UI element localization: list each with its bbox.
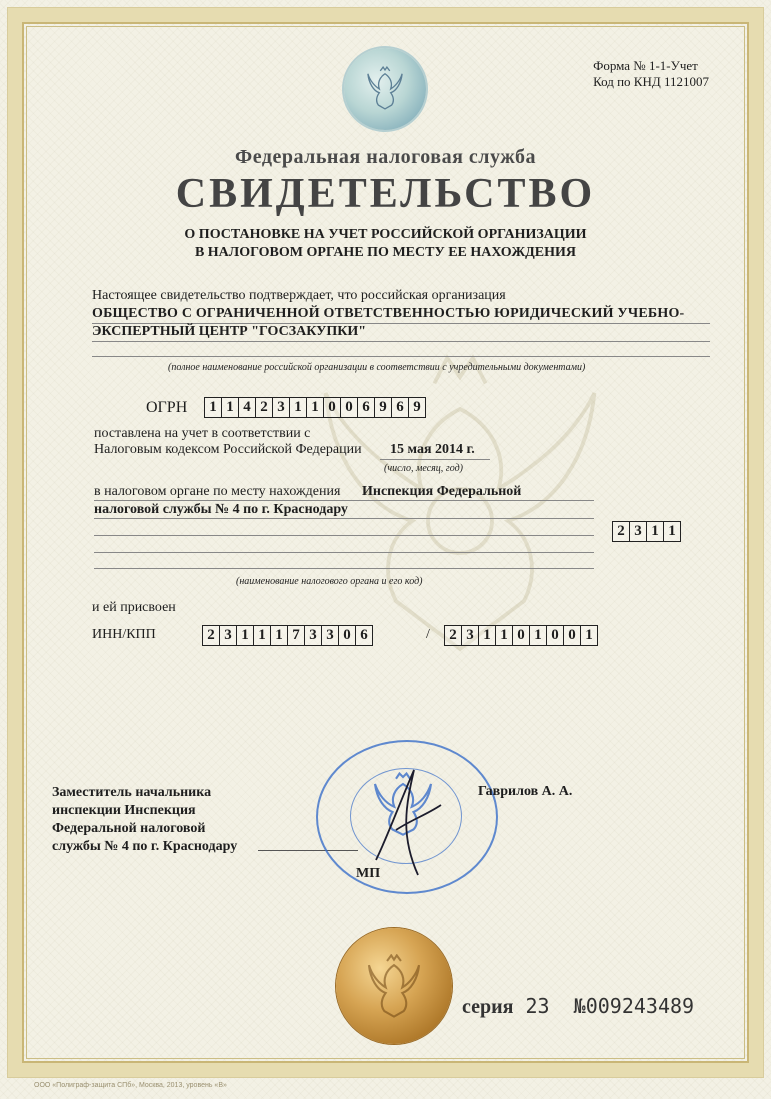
- subtitle-line-2: В НАЛОГОВОМ ОРГАНЕ ПО МЕСТУ ЕЕ НАХОЖДЕНИЯ: [194, 245, 577, 260]
- knd-code: Код по КНД 1121007: [593, 74, 709, 89]
- registered-text-2: Налоговым кодексом Российской Федерации: [94, 442, 362, 457]
- underline: [94, 552, 594, 553]
- inn-digit-cell: 3: [321, 625, 339, 646]
- form-number: Форма № 1-1-Учет: [593, 58, 698, 73]
- inn-digit-cell: 7: [287, 625, 305, 646]
- kpp-digit-cell: 2: [444, 625, 462, 646]
- kpp-cells: [444, 625, 598, 646]
- hologram-eagle-icon: [366, 66, 404, 110]
- ogrn-digit-cell: 1: [289, 397, 307, 418]
- inn-digit-cell: 6: [355, 625, 373, 646]
- kpp-digit-cell: 0: [546, 625, 564, 646]
- inn-digit-cell: 1: [270, 625, 288, 646]
- underline: [94, 518, 594, 519]
- gold-eagle-icon: [366, 954, 422, 1018]
- inn-cells: [202, 625, 373, 646]
- series-value: 23: [525, 994, 550, 1018]
- kpp-digit-cell: 1: [495, 625, 513, 646]
- inn-digit-cell: 3: [219, 625, 237, 646]
- ogrn-digit-cell: 6: [357, 397, 375, 418]
- tax-office-code-cells: [612, 521, 681, 542]
- underline: [92, 356, 710, 357]
- ogrn-digit-cell: 0: [323, 397, 341, 418]
- ogrn-digit-cell: 2: [255, 397, 273, 418]
- eagle-watermark-icon: [300, 340, 620, 670]
- inn-digit-cell: 0: [338, 625, 356, 646]
- ogrn-digit-cell: 9: [408, 397, 426, 418]
- kpp-digit-cell: 0: [563, 625, 581, 646]
- confirm-text: Настоящее свидетельство подтверждает, что российская организация: [92, 288, 506, 303]
- organization-name-hint: (полное наименование российской организации в соответствии с учредительными документами): [168, 362, 586, 373]
- inn-digit-cell: 1: [236, 625, 254, 646]
- ogrn-digit-cell: 0: [340, 397, 358, 418]
- tax-office-prefix: в налоговом органе по месту нахождения: [94, 484, 341, 499]
- signer-line-1: Заместитель начальника: [52, 785, 212, 800]
- form-code: [593, 58, 709, 90]
- tax-office-code-digit-cell: 3: [629, 521, 647, 542]
- date-hint: (число, месяц, год): [384, 463, 463, 474]
- registration-date: 15 мая 2014 г.: [390, 442, 475, 457]
- series-number: [462, 994, 694, 1019]
- kpp-digit-cell: 1: [529, 625, 547, 646]
- inn-digit-cell: 3: [304, 625, 322, 646]
- organization-name-line-1: ОБЩЕСТВО С ОГРАНИЧЕННОЙ ОТВЕТСТВЕННОСТЬЮ ЮРИДИЧЕСКИЙ УЧЕБНО-: [92, 306, 685, 321]
- inn-digit-cell: 1: [253, 625, 271, 646]
- ogrn-digit-cell: 1: [306, 397, 324, 418]
- kpp-digit-cell: 1: [478, 625, 496, 646]
- tax-office-code-digit-cell: 1: [646, 521, 664, 542]
- signer-position: [52, 784, 237, 856]
- certificate-title: СВИДЕТЕЛЬСТВО: [175, 171, 596, 217]
- tax-office-hint: (наименование налогового органа и его код): [236, 576, 423, 587]
- kpp-digit-cell: 0: [512, 625, 530, 646]
- ogrn-digit-cell: 1: [204, 397, 222, 418]
- ogrn-digit-cell: 1: [221, 397, 239, 418]
- inn-digit-cell: 2: [202, 625, 220, 646]
- signature-mark: [356, 760, 466, 880]
- underline: [380, 459, 490, 460]
- ogrn-label: ОГРН: [146, 399, 188, 416]
- ogrn-digit-cell: 4: [238, 397, 256, 418]
- ogrn-digit-cell: 9: [374, 397, 392, 418]
- underline: [94, 535, 594, 536]
- ogrn-cells: [204, 397, 426, 418]
- printer-imprint: ООО «Полиграф-защита СПб», Москва, 2013, уровень «В»: [34, 1082, 227, 1089]
- ogrn-digit-cell: 3: [272, 397, 290, 418]
- tax-office-name-1: Инспекция Федеральной: [362, 484, 522, 499]
- kpp-digit-cell: 3: [461, 625, 479, 646]
- tax-office-code-digit-cell: 1: [663, 521, 681, 542]
- tax-office-code-digit-cell: 2: [612, 521, 630, 542]
- underline: [92, 341, 710, 342]
- subtitle-line-1: О ПОСТАНОВКЕ НА УЧЕТ РОССИЙСКОЙ ОРГАНИЗАЦИИ: [184, 227, 587, 242]
- signer-line-3: Федеральной налоговой: [52, 821, 206, 836]
- certificate-subtitle: [0, 226, 771, 262]
- organization-name-line-2: ЭКСПЕРТНЫЙ ЦЕНТР "ГОСЗАКУПКИ": [92, 324, 367, 339]
- series-label: серия: [462, 996, 514, 1018]
- signer-line-2: инспекции Инспекция: [52, 803, 196, 818]
- inn-kpp-separator: /: [426, 627, 430, 642]
- signer-line-4: службы № 4 по г. Краснодару: [52, 839, 238, 854]
- certificate-number: №009243489: [573, 994, 695, 1018]
- assigned-text: и ей присвоен: [92, 600, 176, 615]
- inn-kpp-label: ИНН/КПП: [92, 627, 156, 642]
- underline: [94, 500, 594, 501]
- ogrn-digit-cell: 6: [391, 397, 409, 418]
- agency-name: Федеральная налоговая служба: [235, 146, 536, 168]
- kpp-digit-cell: 1: [580, 625, 598, 646]
- signer-name: Гаврилов А. А.: [478, 784, 573, 799]
- registered-text-1: поставлена на учет в соответствии с: [94, 426, 311, 441]
- underline: [94, 568, 594, 569]
- tax-office-name-2: налоговой службы № 4 по г. Краснодару: [94, 502, 348, 517]
- stamp-place-label: МП: [356, 866, 381, 881]
